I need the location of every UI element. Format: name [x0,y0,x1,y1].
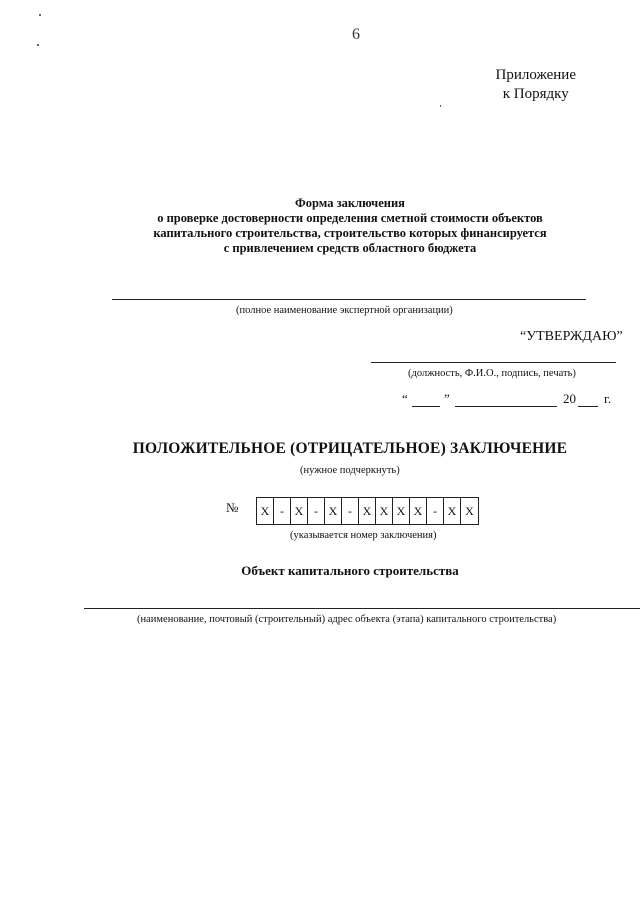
object-line[interactable] [84,608,640,609]
expert-org-line[interactable] [112,299,586,300]
appendix-line-2: к Порядку [502,86,569,102]
form-title [0,196,640,256]
code-cell[interactable]: X [393,498,410,524]
conclusion-number-box [256,497,479,525]
code-cell[interactable]: X [325,498,342,524]
code-cell[interactable]: X [257,498,274,524]
date-day-line[interactable] [412,406,440,407]
code-cell[interactable]: X [410,498,427,524]
form-title-line-3: капитального строительства, строительство которых финансируется [153,226,547,240]
date-year-prefix: 20 [563,391,576,406]
code-cell[interactable]: - [427,498,444,524]
scan-speck [37,44,39,46]
date-close-quote: ” [444,391,450,406]
appendix-note [495,66,576,104]
date-year-suffix: г. [604,391,612,406]
number-sign: № [226,500,239,515]
approver-line[interactable] [371,362,616,363]
code-cell[interactable]: - [274,498,291,524]
underline-note: (нужное подчеркнуть) [300,465,400,476]
date-year-line[interactable] [578,406,598,407]
conclusion-heading: ПОЛОЖИТЕЛЬНОЕ (ОТРИЦАТЕЛЬНОЕ) ЗАКЛЮЧЕНИЕ [132,440,568,457]
date-open-quote: “ [402,391,408,406]
scan-speck [440,105,441,107]
number-caption: (указывается номер заключения) [290,530,437,541]
code-cell[interactable]: - [308,498,325,524]
code-cell[interactable]: - [342,498,359,524]
page-number: 6 [352,26,360,43]
object-caption: (наименование, почтовый (строительный) адрес объекта (этапа) капитального строительства) [137,614,557,625]
date-month-line[interactable] [455,406,557,407]
object-heading: Объект капитального строительства [241,563,459,578]
code-cell[interactable]: X [359,498,376,524]
form-title-line-2: о проверке достоверности определения сметной стоимости объектов [157,211,543,225]
approve-label: “УТВЕРЖДАЮ” [520,329,623,344]
appendix-line-1: Приложение [495,67,576,83]
form-title-line-4: с привлечением средств областного бюджета [223,241,477,255]
code-cell[interactable]: X [465,503,474,518]
scan-speck [39,14,41,16]
form-title-line-1: Форма заключения [295,196,405,210]
code-cell[interactable]: X [376,498,393,524]
code-cell[interactable]: X [444,498,461,524]
expert-org-caption: (полное наименование экспертной организации) [236,305,453,316]
code-cell[interactable]: X [291,498,308,524]
approver-caption: (должность, Ф.И.О., подпись, печать) [408,368,576,379]
